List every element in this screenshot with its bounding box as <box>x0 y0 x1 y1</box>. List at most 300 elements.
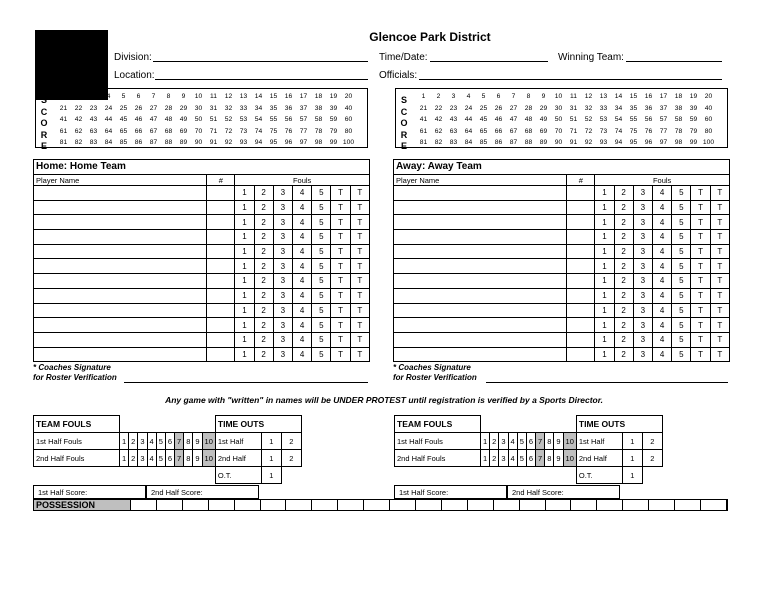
foul-box[interactable]: 9 <box>193 450 202 467</box>
player-name-cell[interactable] <box>394 347 567 362</box>
foul-cell[interactable]: 4 <box>653 186 672 201</box>
foul-cell[interactable]: 4 <box>653 303 672 318</box>
score-number[interactable]: 95 <box>629 139 638 146</box>
away-second-half-score[interactable]: 2nd Half Score: <box>507 485 620 499</box>
player-number-cell[interactable] <box>207 215 235 230</box>
score-number[interactable]: 39 <box>689 104 698 112</box>
timeout-box[interactable]: 2 <box>281 450 301 467</box>
score-number[interactable]: 46 <box>494 116 503 123</box>
score-number[interactable]: 89 <box>539 139 548 146</box>
player-name-cell[interactable] <box>34 186 207 201</box>
foul-cell[interactable]: 3 <box>633 230 652 245</box>
score-number[interactable]: 49 <box>539 116 548 123</box>
player-number-cell[interactable] <box>567 288 595 303</box>
possession-cell[interactable] <box>390 500 416 510</box>
score-number[interactable]: 19 <box>689 93 698 100</box>
score-number[interactable]: 74 <box>254 127 263 135</box>
score-number[interactable]: 58 <box>314 116 323 123</box>
score-number[interactable]: 1 <box>421 93 426 100</box>
score-number[interactable]: 36 <box>284 104 293 112</box>
foul-cell[interactable]: 1 <box>595 244 614 259</box>
home-second-half-score[interactable]: 2nd Half Score: <box>146 485 259 499</box>
foul-cell[interactable]: 5 <box>672 259 691 274</box>
foul-cell[interactable]: 3 <box>273 332 292 347</box>
score-number[interactable]: 72 <box>584 127 593 135</box>
foul-box[interactable]: 7 <box>175 450 184 467</box>
score-number[interactable]: 64 <box>464 127 473 135</box>
score-number[interactable]: 7 <box>511 93 516 100</box>
foul-box[interactable]: 6 <box>526 433 535 450</box>
score-number[interactable]: 41 <box>419 116 428 123</box>
score-number[interactable]: 29 <box>179 104 188 112</box>
foul-cell[interactable]: 1 <box>235 259 254 274</box>
foul-box[interactable]: 1 <box>481 450 490 467</box>
foul-cell[interactable]: T <box>710 318 729 333</box>
player-number-cell[interactable] <box>207 332 235 347</box>
foul-cell[interactable]: 1 <box>595 347 614 362</box>
score-number[interactable]: 75 <box>269 127 278 135</box>
score-numbers[interactable] <box>416 91 716 149</box>
score-number[interactable]: 35 <box>629 104 638 112</box>
foul-cell[interactable]: 5 <box>672 303 691 318</box>
foul-cell[interactable]: 4 <box>653 318 672 333</box>
player-name-cell[interactable] <box>34 303 207 318</box>
foul-cell[interactable]: 2 <box>254 332 273 347</box>
score-number[interactable]: 23 <box>449 104 458 112</box>
score-number[interactable]: 25 <box>479 104 488 112</box>
score-number[interactable]: 63 <box>449 127 458 135</box>
foul-cell[interactable]: 2 <box>254 186 273 201</box>
foul-cell[interactable]: 4 <box>653 288 672 303</box>
score-number[interactable]: 14 <box>254 93 263 100</box>
score-number[interactable]: 61 <box>419 127 428 135</box>
foul-cell[interactable]: 4 <box>653 230 672 245</box>
foul-cell[interactable]: 3 <box>633 274 652 289</box>
score-number[interactable]: 22 <box>74 104 83 112</box>
foul-cell[interactable]: 1 <box>595 230 614 245</box>
foul-cell[interactable]: T <box>691 274 710 289</box>
score-number[interactable]: 54 <box>614 116 623 123</box>
foul-cell[interactable]: T <box>331 215 350 230</box>
score-number[interactable]: 57 <box>659 116 668 123</box>
score-number[interactable]: 55 <box>629 116 638 123</box>
foul-cell[interactable]: 3 <box>273 215 292 230</box>
foul-cell[interactable]: 4 <box>293 347 312 362</box>
foul-cell[interactable]: 1 <box>595 200 614 215</box>
player-name-cell[interactable] <box>34 215 207 230</box>
foul-cell[interactable]: 3 <box>633 200 652 215</box>
foul-cell[interactable]: 2 <box>254 288 273 303</box>
score-number[interactable]: 86 <box>494 139 503 146</box>
foul-cell[interactable]: T <box>331 259 350 274</box>
foul-cell[interactable]: 1 <box>235 230 254 245</box>
foul-cell[interactable]: 1 <box>235 186 254 201</box>
foul-cell[interactable]: 4 <box>293 244 312 259</box>
possession-cell[interactable] <box>338 500 364 510</box>
possession-cell[interactable] <box>183 500 209 510</box>
foul-box[interactable]: 9 <box>193 433 202 450</box>
possession-cell[interactable] <box>623 500 649 510</box>
score-number[interactable]: 44 <box>104 116 113 123</box>
possession-cell[interactable] <box>597 500 623 510</box>
foul-cell[interactable]: 4 <box>653 332 672 347</box>
timeout-box[interactable]: 1 <box>622 433 642 450</box>
score-number[interactable]: 33 <box>599 104 608 112</box>
score-number[interactable]: 42 <box>434 116 443 123</box>
foul-box[interactable]: 2 <box>490 433 499 450</box>
score-number[interactable]: 57 <box>299 116 308 123</box>
possession-cell[interactable] <box>312 500 338 510</box>
foul-cell[interactable]: 3 <box>633 303 652 318</box>
score-number[interactable]: 30 <box>194 104 203 112</box>
score-number[interactable]: 56 <box>644 116 653 123</box>
foul-cell[interactable]: 3 <box>273 230 292 245</box>
away-first-half-score[interactable]: 1st Half Score: <box>394 485 507 499</box>
score-number[interactable]: 85 <box>479 139 488 146</box>
foul-cell[interactable]: T <box>710 230 729 245</box>
score-number[interactable]: 60 <box>704 116 713 123</box>
score-number[interactable]: 42 <box>74 116 83 123</box>
possession-cell[interactable] <box>468 500 494 510</box>
foul-cell[interactable]: 1 <box>235 332 254 347</box>
foul-cell[interactable]: 2 <box>254 347 273 362</box>
foul-cell[interactable]: 4 <box>293 288 312 303</box>
score-number[interactable]: 18 <box>314 93 323 100</box>
player-number-cell[interactable] <box>207 259 235 274</box>
score-number[interactable]: 87 <box>509 139 518 146</box>
officials-field[interactable] <box>419 70 722 80</box>
score-number[interactable]: 65 <box>479 127 488 135</box>
score-number[interactable]: 12 <box>584 93 593 100</box>
score-number[interactable]: 32 <box>584 104 593 112</box>
timeout-box[interactable]: 2 <box>642 433 662 450</box>
foul-box[interactable]: 3 <box>138 450 147 467</box>
score-number[interactable]: 93 <box>239 139 248 146</box>
score-number[interactable]: 15 <box>629 93 638 100</box>
foul-cell[interactable]: T <box>691 332 710 347</box>
score-number[interactable]: 14 <box>614 93 623 100</box>
score-number[interactable]: 26 <box>494 104 503 112</box>
timedate-field[interactable] <box>430 52 548 62</box>
possession-cell[interactable] <box>520 500 546 510</box>
foul-cell[interactable]: 1 <box>235 200 254 215</box>
foul-cell[interactable]: 2 <box>614 318 633 333</box>
score-number[interactable]: 30 <box>554 104 563 112</box>
foul-cell[interactable]: 1 <box>595 288 614 303</box>
score-number[interactable]: 94 <box>614 139 623 146</box>
score-number[interactable]: 7 <box>151 93 156 100</box>
score-number[interactable]: 28 <box>524 104 533 112</box>
foul-cell[interactable]: 3 <box>273 200 292 215</box>
score-number[interactable]: 15 <box>269 93 278 100</box>
possession-cell[interactable] <box>494 500 520 510</box>
foul-box[interactable]: 7 <box>536 433 545 450</box>
score-number[interactable]: 84 <box>104 139 113 146</box>
foul-box[interactable]: 9 <box>554 433 563 450</box>
foul-cell[interactable]: T <box>350 274 369 289</box>
foul-cell[interactable]: 3 <box>633 244 652 259</box>
score-number[interactable]: 26 <box>134 104 143 112</box>
foul-cell[interactable]: 2 <box>614 244 633 259</box>
score-number[interactable]: 62 <box>434 127 443 135</box>
player-number-cell[interactable] <box>567 303 595 318</box>
foul-cell[interactable]: 4 <box>293 303 312 318</box>
foul-box[interactable]: 2 <box>490 450 499 467</box>
score-number[interactable]: 77 <box>659 127 668 135</box>
foul-cell[interactable]: 3 <box>273 259 292 274</box>
foul-cell[interactable]: T <box>691 347 710 362</box>
foul-cell[interactable]: 4 <box>653 200 672 215</box>
score-number[interactable]: 5 <box>121 93 126 100</box>
score-number[interactable]: 38 <box>674 104 683 112</box>
foul-cell[interactable]: 4 <box>293 186 312 201</box>
foul-cell[interactable]: 4 <box>293 274 312 289</box>
foul-cell[interactable]: 5 <box>672 288 691 303</box>
foul-cell[interactable]: T <box>710 186 729 201</box>
timeout-box[interactable]: 2 <box>642 450 662 467</box>
foul-cell[interactable]: 5 <box>312 186 331 201</box>
score-number[interactable]: 51 <box>569 116 578 123</box>
foul-cell[interactable]: 2 <box>614 288 633 303</box>
score-number[interactable]: 8 <box>166 93 171 100</box>
player-number-cell[interactable] <box>207 200 235 215</box>
score-number[interactable]: 91 <box>209 139 218 146</box>
score-number[interactable]: 62 <box>74 127 83 135</box>
player-number-cell[interactable] <box>207 244 235 259</box>
timeout-box[interactable]: 1 <box>261 433 281 450</box>
foul-cell[interactable]: T <box>350 200 369 215</box>
score-number[interactable]: 80 <box>704 127 713 135</box>
foul-cell[interactable]: T <box>331 200 350 215</box>
player-name-cell[interactable] <box>394 200 567 215</box>
timeout-box[interactable]: 2 <box>281 433 301 450</box>
foul-cell[interactable]: T <box>350 244 369 259</box>
foul-cell[interactable]: 5 <box>672 215 691 230</box>
score-number[interactable]: 90 <box>554 139 563 146</box>
foul-cell[interactable]: T <box>331 288 350 303</box>
score-number[interactable]: 76 <box>284 127 293 135</box>
foul-cell[interactable]: 2 <box>254 259 273 274</box>
winning-team-field[interactable] <box>626 52 722 62</box>
score-number[interactable]: 9 <box>541 93 546 100</box>
foul-cell[interactable]: 5 <box>312 303 331 318</box>
score-number[interactable]: 49 <box>179 116 188 123</box>
score-number[interactable]: 24 <box>104 104 113 112</box>
score-number[interactable]: 58 <box>674 116 683 123</box>
score-number[interactable]: 67 <box>509 127 518 135</box>
player-number-cell[interactable] <box>567 347 595 362</box>
score-number[interactable]: 55 <box>269 116 278 123</box>
player-number-cell[interactable] <box>567 200 595 215</box>
foul-cell[interactable]: 5 <box>312 200 331 215</box>
foul-cell[interactable]: 1 <box>595 274 614 289</box>
score-number[interactable]: 79 <box>689 127 698 135</box>
player-name-cell[interactable] <box>34 274 207 289</box>
score-number[interactable]: 72 <box>224 127 233 135</box>
score-number[interactable]: 91 <box>569 139 578 146</box>
possession-cell[interactable] <box>209 500 235 510</box>
player-name-cell[interactable] <box>394 259 567 274</box>
score-number[interactable]: 78 <box>314 127 323 135</box>
player-name-cell[interactable] <box>394 288 567 303</box>
score-number[interactable]: 70 <box>194 127 203 135</box>
score-number[interactable]: 46 <box>134 116 143 123</box>
foul-cell[interactable]: 1 <box>235 274 254 289</box>
score-number[interactable]: 82 <box>74 139 83 146</box>
foul-box[interactable]: 5 <box>517 433 526 450</box>
foul-cell[interactable]: T <box>350 318 369 333</box>
score-number[interactable]: 76 <box>644 127 653 135</box>
score-number[interactable]: 17 <box>299 93 308 100</box>
score-number[interactable]: 70 <box>554 127 563 135</box>
score-number[interactable]: 53 <box>239 116 248 123</box>
score-number[interactable]: 78 <box>674 127 683 135</box>
score-number[interactable]: 93 <box>599 139 608 146</box>
foul-cell[interactable]: T <box>331 303 350 318</box>
score-number[interactable]: 71 <box>569 127 578 135</box>
foul-cell[interactable]: 5 <box>672 318 691 333</box>
score-number[interactable]: 35 <box>269 104 278 112</box>
foul-cell[interactable]: 1 <box>235 244 254 259</box>
foul-cell[interactable]: 1 <box>595 303 614 318</box>
foul-cell[interactable]: 5 <box>312 318 331 333</box>
foul-cell[interactable]: 5 <box>312 347 331 362</box>
possession-cell[interactable] <box>442 500 468 510</box>
foul-cell[interactable]: T <box>710 215 729 230</box>
score-number[interactable]: 40 <box>344 104 353 112</box>
score-number[interactable]: 52 <box>224 116 233 123</box>
foul-cell[interactable]: 3 <box>633 186 652 201</box>
foul-cell[interactable]: 4 <box>293 318 312 333</box>
score-number[interactable]: 95 <box>269 139 278 146</box>
score-number[interactable]: 98 <box>314 139 323 146</box>
score-number[interactable]: 27 <box>509 104 518 112</box>
foul-box[interactable]: 8 <box>184 433 193 450</box>
score-number[interactable]: 89 <box>179 139 188 146</box>
score-number[interactable]: 13 <box>599 93 608 100</box>
foul-cell[interactable]: 3 <box>633 332 652 347</box>
foul-box[interactable]: 3 <box>138 433 147 450</box>
foul-cell[interactable]: T <box>331 274 350 289</box>
foul-cell[interactable]: 3 <box>633 259 652 274</box>
score-number[interactable]: 83 <box>449 139 458 146</box>
foul-cell[interactable]: T <box>691 244 710 259</box>
foul-cell[interactable]: 2 <box>254 274 273 289</box>
score-number[interactable]: 34 <box>254 104 263 112</box>
foul-box[interactable]: 2 <box>129 450 138 467</box>
player-name-cell[interactable] <box>394 215 567 230</box>
score-number[interactable]: 48 <box>164 116 173 123</box>
foul-cell[interactable]: 4 <box>293 332 312 347</box>
score-number[interactable]: 44 <box>464 116 473 123</box>
possession-cell[interactable] <box>364 500 390 510</box>
player-number-cell[interactable] <box>567 332 595 347</box>
score-number[interactable]: 92 <box>224 139 233 146</box>
foul-cell[interactable]: 3 <box>273 318 292 333</box>
foul-cell[interactable]: 4 <box>293 200 312 215</box>
foul-cell[interactable]: 5 <box>312 332 331 347</box>
score-number[interactable]: 99 <box>689 139 698 146</box>
score-number[interactable]: 65 <box>119 127 128 135</box>
score-number[interactable]: 71 <box>209 127 218 135</box>
score-number[interactable]: 68 <box>164 127 173 135</box>
score-number[interactable]: 6 <box>136 93 141 100</box>
score-number[interactable]: 59 <box>689 116 698 123</box>
score-number[interactable]: 28 <box>164 104 173 112</box>
player-number-cell[interactable] <box>567 274 595 289</box>
player-number-cell[interactable] <box>567 318 595 333</box>
foul-box[interactable]: 7 <box>175 433 184 450</box>
timeout-box[interactable]: 1 <box>622 467 642 484</box>
foul-cell[interactable]: 5 <box>672 186 691 201</box>
foul-box[interactable]: 4 <box>147 450 156 467</box>
score-number[interactable]: 84 <box>464 139 473 146</box>
foul-cell[interactable]: 5 <box>312 215 331 230</box>
score-number[interactable]: 5 <box>481 93 486 100</box>
score-number[interactable]: 96 <box>644 139 653 146</box>
score-number[interactable]: 23 <box>89 104 98 112</box>
foul-cell[interactable]: T <box>331 244 350 259</box>
score-number[interactable]: 79 <box>329 127 338 135</box>
score-number[interactable]: 85 <box>119 139 128 146</box>
score-number[interactable]: 97 <box>659 139 668 146</box>
score-number[interactable]: 66 <box>494 127 503 135</box>
score-number[interactable]: 98 <box>674 139 683 146</box>
score-number[interactable]: 38 <box>314 104 323 112</box>
foul-cell[interactable]: T <box>331 186 350 201</box>
foul-cell[interactable]: T <box>350 215 369 230</box>
foul-cell[interactable]: 4 <box>293 215 312 230</box>
score-number[interactable]: 4 <box>106 93 111 100</box>
score-number[interactable]: 53 <box>599 116 608 123</box>
score-number[interactable]: 16 <box>644 93 653 100</box>
score-number[interactable]: 24 <box>464 104 473 112</box>
score-number[interactable]: 27 <box>149 104 158 112</box>
score-number[interactable]: 87 <box>149 139 158 146</box>
foul-cell[interactable]: T <box>350 288 369 303</box>
foul-cell[interactable]: T <box>350 303 369 318</box>
location-field[interactable] <box>155 70 368 80</box>
foul-cell[interactable]: 5 <box>312 230 331 245</box>
foul-cell[interactable]: T <box>710 347 729 362</box>
foul-cell[interactable]: 3 <box>273 186 292 201</box>
score-numbers[interactable] <box>56 91 356 149</box>
foul-cell[interactable]: 1 <box>235 288 254 303</box>
score-number[interactable]: 37 <box>299 104 308 112</box>
foul-cell[interactable]: 5 <box>672 332 691 347</box>
foul-box[interactable]: 2 <box>129 433 138 450</box>
foul-box[interactable]: 3 <box>499 450 508 467</box>
score-number[interactable]: 90 <box>194 139 203 146</box>
foul-box[interactable]: 1 <box>481 433 490 450</box>
score-number[interactable]: 43 <box>89 116 98 123</box>
foul-cell[interactable]: T <box>691 288 710 303</box>
score-number[interactable]: 20 <box>704 93 713 100</box>
foul-cell[interactable]: 1 <box>595 186 614 201</box>
score-number[interactable]: 31 <box>569 104 578 112</box>
score-number[interactable]: 41 <box>59 116 68 123</box>
foul-cell[interactable]: 5 <box>312 274 331 289</box>
player-name-cell[interactable] <box>34 288 207 303</box>
player-number-cell[interactable] <box>207 230 235 245</box>
score-number[interactable]: 50 <box>554 116 563 123</box>
foul-cell[interactable]: 3 <box>633 318 652 333</box>
score-number[interactable]: 52 <box>584 116 593 123</box>
foul-cell[interactable]: 2 <box>254 244 273 259</box>
division-field[interactable] <box>153 52 368 62</box>
score-number[interactable]: 47 <box>509 116 518 123</box>
score-number[interactable]: 92 <box>584 139 593 146</box>
